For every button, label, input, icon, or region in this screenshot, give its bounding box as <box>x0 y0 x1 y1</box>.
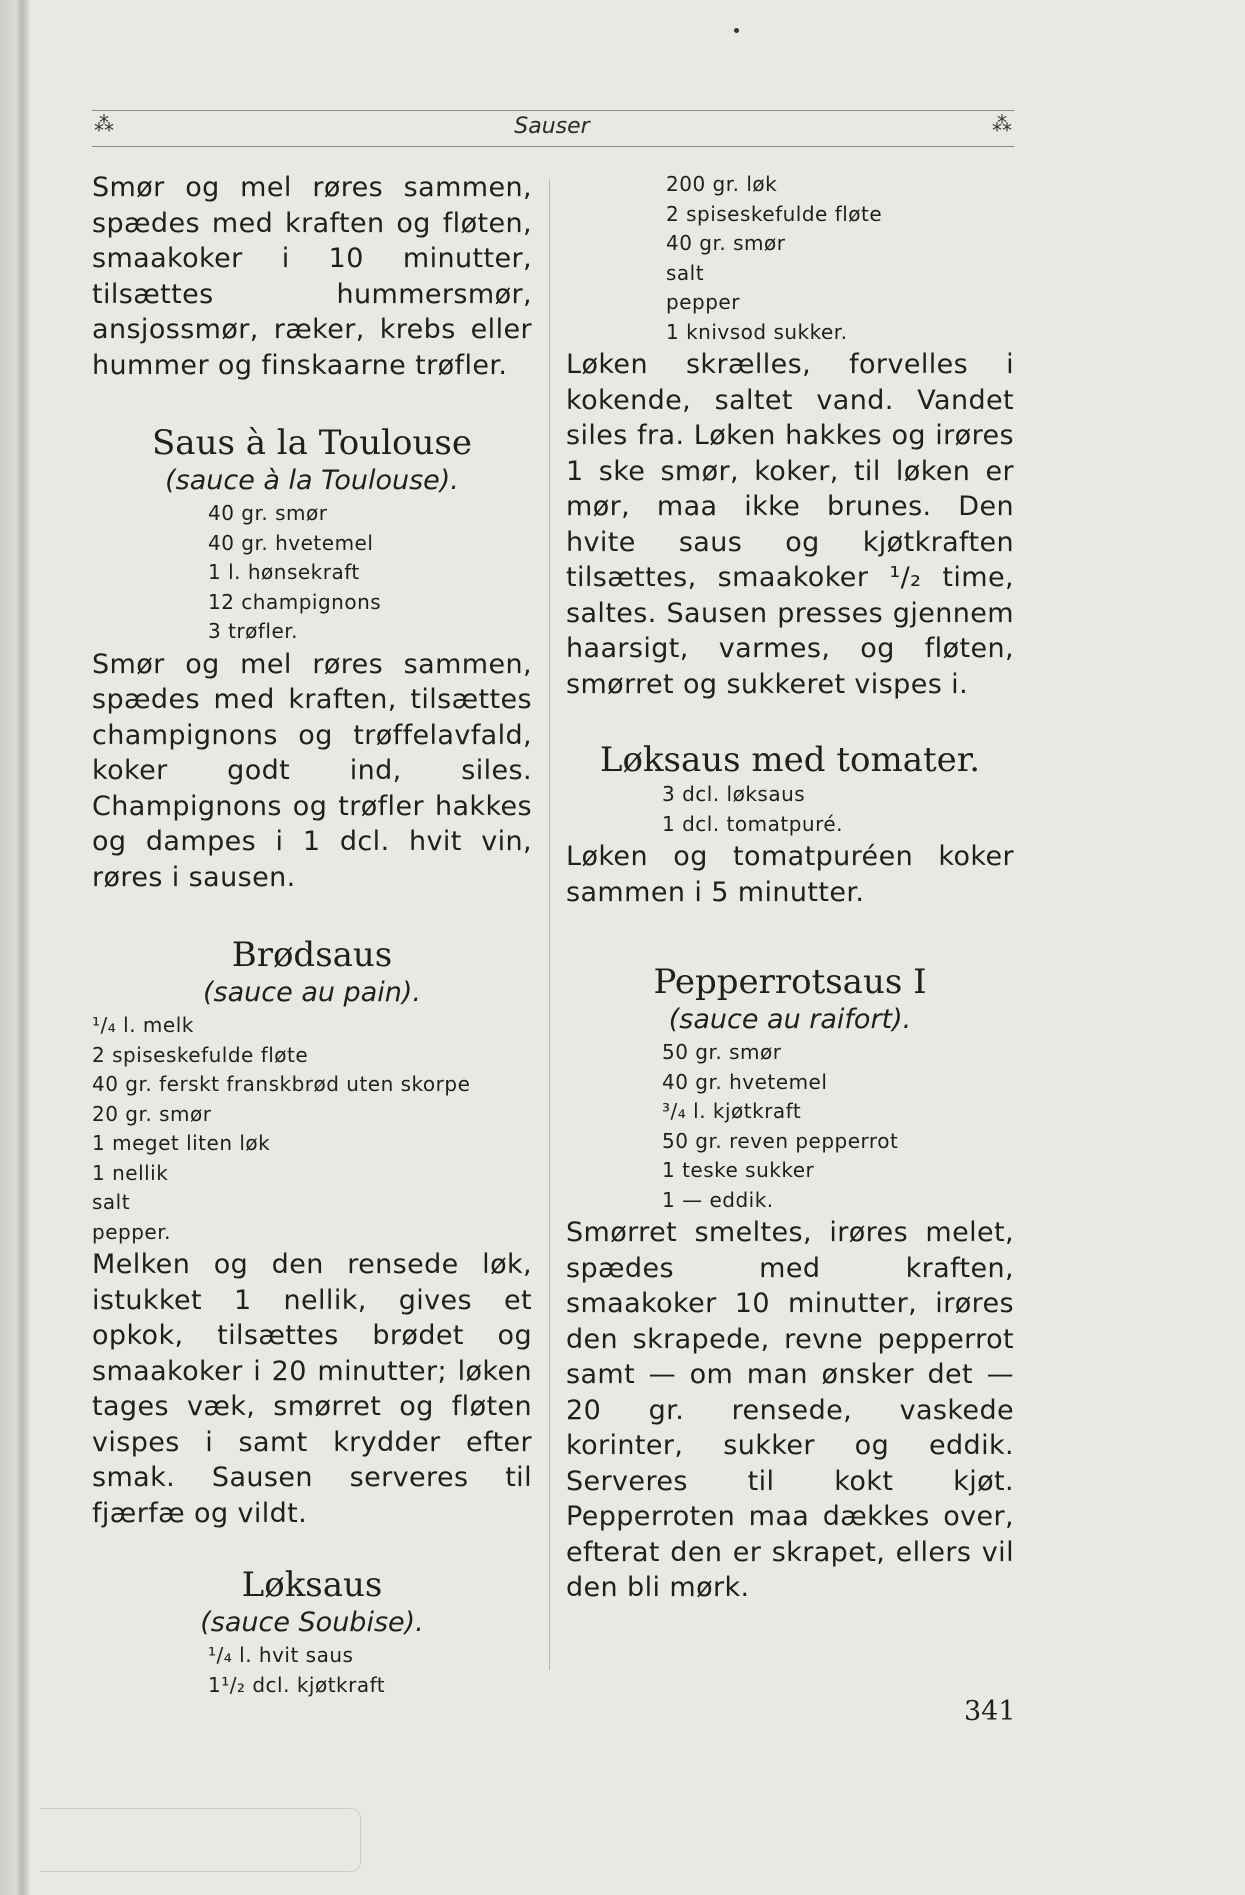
intro-paragraph: Smør og mel røres sammen, spædes med kraften og fløten, smaakoker i 10 minutter, tilsættes hummersmør, ansjossmør, ræker, krebs eller hummer og finskaarne trøfler. <box>92 172 532 381</box>
ingredient-item: ³/₄ l. kjøtkraft <box>662 1099 802 1123</box>
recipe-title-brodsaus: Brødsaus <box>231 935 393 975</box>
recipe-title-pepperrot: Pepperrotsaus I <box>653 962 927 1002</box>
method-brodsaus: Melken og den rensede løk, istukket 1 nellik, gives et opkok, tilsættes brødet og smaakoker i 20 minutter; løken tages væk, smørret og fløten vispes i samt krydder efter smak. Sausen serveres til fjærfæ og vildt. <box>92 1249 532 1529</box>
running-header-title: Sauser <box>514 114 590 139</box>
ingredients-pepperrot <box>566 1038 1014 1215</box>
ingredient-item: 1 nellik <box>92 1160 169 1185</box>
page-tab-mark <box>40 1808 361 1872</box>
ingredient-item: 40 gr. hvetemel <box>208 530 374 555</box>
header-ornament-right: ⁂ <box>992 112 1012 136</box>
ingredient-item: 1 — eddik. <box>662 1187 774 1212</box>
ingredient-item: 3 trøfler. <box>208 619 299 643</box>
method-pepperrot: Smørret smeltes, irøres melet, spædes med kraften, smaakoker 10 minutter, irøres den skrapede, revne pepperrot samt — om man ønsker det — 20 gr. rensede, vaskede korinter, sukker og eddik. Serveres til kokt kjøt. Pepperroten maa dækkes over, efterat den er skrapet, ellers vil den bli mørk. <box>566 1217 1014 1603</box>
ingredients-brodsaus <box>92 1011 532 1247</box>
ingredient-item: 1 l. hønsekraft <box>208 560 360 584</box>
ingredient-item: 2 spiseskefulde fløte <box>92 1042 309 1067</box>
ingredient-item: 200 gr. løk <box>666 172 778 196</box>
ingredient-item: 2 spiseskefulde fløte <box>666 201 883 226</box>
recipe-title-loksaus: Løksaus <box>241 1565 383 1605</box>
ingredient-item: 12 champignons <box>208 589 382 614</box>
ingredient-item: ¹/₄ l. hvit saus <box>208 1643 354 1667</box>
print-dot <box>734 28 739 33</box>
ingredient-item: 40 gr. smør <box>666 231 786 255</box>
ingredient-item: 3 dcl. løksaus <box>662 782 806 806</box>
ingredient-item: salt <box>92 1190 131 1214</box>
recipe-title-toulouse: Saus à la Toulouse <box>152 423 472 463</box>
recipe-subtitle-loksaus: (sauce Soubise). <box>200 1607 424 1638</box>
ingredients-toulouse <box>92 499 532 647</box>
column-divider <box>549 180 550 1670</box>
ingredient-item: 40 gr. ferskt franskbrød uten skorpe <box>92 1072 471 1096</box>
ingredient-item: 50 gr. reven pepperrot <box>662 1128 899 1153</box>
ingredient-item: 40 gr. hvetemel <box>662 1069 828 1094</box>
ingredient-item: pepper <box>666 290 740 314</box>
ingredient-item: 1 meget liten løk <box>92 1131 271 1155</box>
ingredient-item: pepper. <box>92 1219 171 1244</box>
ingredient-item: 50 gr. smør <box>662 1040 782 1064</box>
ingredient-item: 1 knivsod sukker. <box>666 319 848 344</box>
header-ornament-left: ⁂ <box>94 112 114 136</box>
left-column <box>92 170 532 1700</box>
method-loksaus: Løken skrælles, forvelles i kokende, saltet vand. Vandet siles fra. Løken hakkes og irøres 1 ske smør, koker, til løken er mør, maa ikke brunes. Den hvite saus og kjøtkraften tilsættes, smaakoker ¹/₂ time, saltes. Sausen presses gjennem haarsigt, varmes, og fløten, smørret og sukkeret vispes i. <box>566 349 1014 700</box>
ingredients-loksaus-cont <box>566 170 1014 347</box>
method-toulouse: Smør og mel røres sammen, spædes med kraften, tilsættes champignons og trøffelavfald, koker godt ind, siles. Champignons og trøfler hakkes og dampes i 1 dcl. hvit vin, røres i sausen. <box>92 648 532 893</box>
book-binding-edge <box>0 0 30 1895</box>
ingredients-loksaus-start <box>92 1641 532 1700</box>
method-loksaus-tomater: Løken og tomatpuréen koker sammen i 5 minutter. <box>566 841 1014 908</box>
recipe-subtitle-toulouse: (sauce à la Toulouse). <box>165 465 459 496</box>
ingredient-item: 1 teske sukker <box>662 1158 815 1182</box>
ingredient-item: ¹/₄ l. melk <box>92 1013 194 1037</box>
ingredient-item: 40 gr. smør <box>208 501 328 525</box>
right-column <box>566 170 1014 1606</box>
ingredient-item: 1¹/₂ dcl. kjøtkraft <box>208 1672 386 1697</box>
recipe-title-loksaus-tomater: Løksaus med tomater. <box>599 740 981 780</box>
page-number: 341 <box>964 1696 1016 1727</box>
recipe-subtitle-pepperrot: (sauce au raifort). <box>668 1004 912 1035</box>
header-rule-bottom <box>92 146 1014 147</box>
ingredient-item: 20 gr. smør <box>92 1101 212 1126</box>
ingredients-loksaus-tomater <box>566 780 1014 839</box>
header-rule-top <box>92 110 1014 111</box>
ingredient-item: 1 dcl. tomatpuré. <box>662 811 844 836</box>
recipe-subtitle-brodsaus: (sauce au pain). <box>203 977 421 1008</box>
ingredient-item: salt <box>666 260 705 285</box>
